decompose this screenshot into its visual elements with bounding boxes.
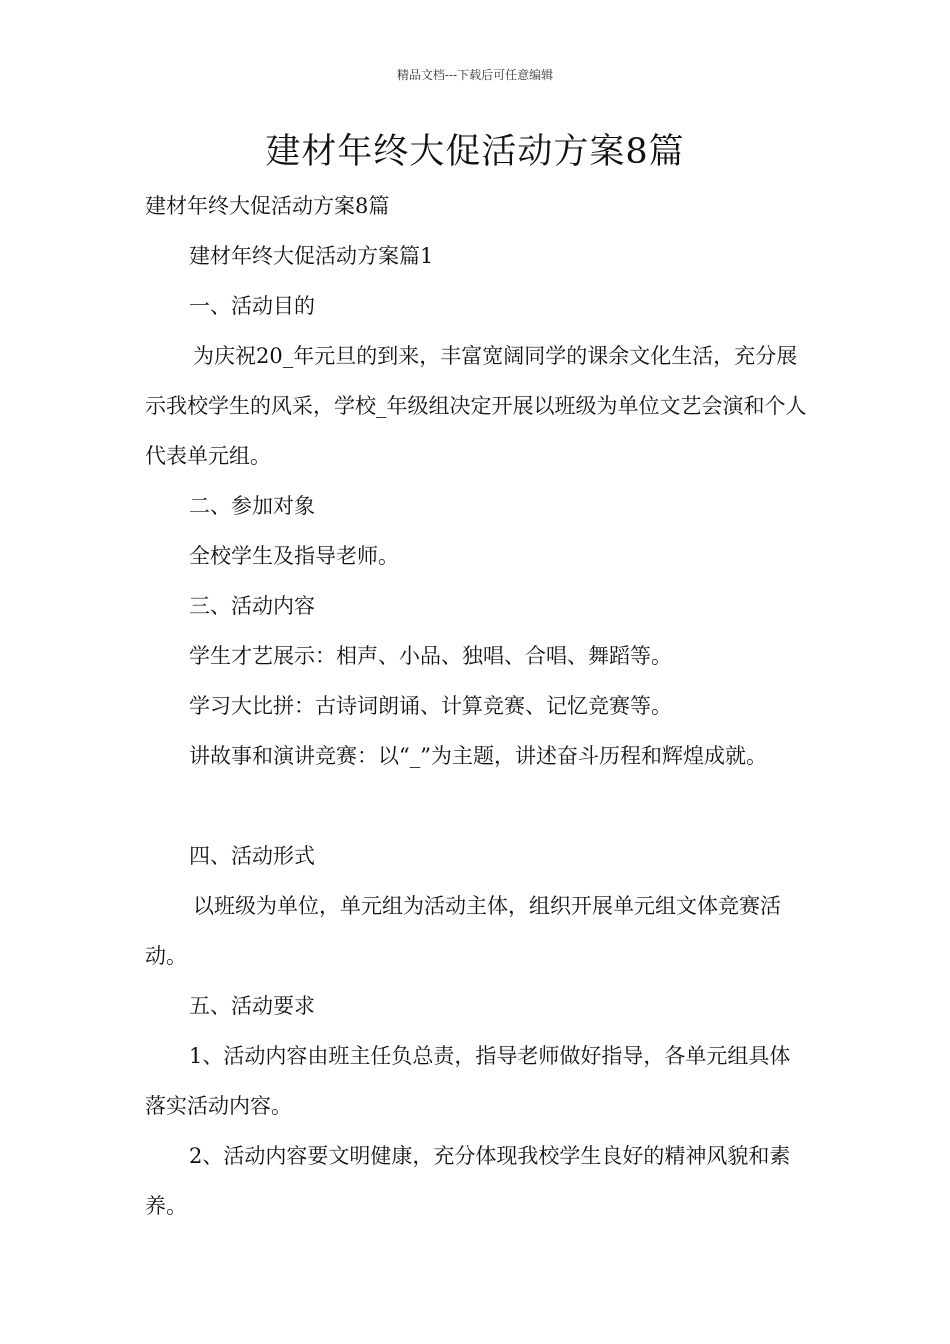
paragraph-format: 以班级为单位，单元组为活动主体，组织开展单元组文体竞赛活动。	[145, 894, 781, 968]
heading-format: 四、活动形式	[189, 844, 315, 868]
paragraph-participants: 全校学生及指导老师。	[189, 544, 399, 568]
document-body	[145, 181, 810, 1231]
paragraph-requirement-1: 1、活动内容由班主任负总责，指导老师做好指导，各单元组具体落实活动内容。	[145, 1044, 791, 1118]
paragraph-study-contest: 学习大比拼：古诗词朗诵、计算竞赛、记忆竞赛等。	[189, 694, 672, 718]
paragraph-requirement-2: 2、活动内容要文明健康，充分体现我校学生良好的精神风貌和素养。	[145, 1144, 791, 1218]
heading-participants: 二、参加对象	[189, 494, 315, 518]
subtitle: 建材年终大促活动方案8篇	[145, 194, 390, 218]
heading-requirements: 五、活动要求	[189, 994, 315, 1018]
heading-content: 三、活动内容	[189, 594, 315, 618]
header-note: 精品文档---下载后可任意编辑	[396, 68, 554, 82]
section-title: 建材年终大促活动方案篇1	[189, 244, 434, 268]
heading-purpose: 一、活动目的	[189, 294, 315, 318]
paragraph-talent-show: 学生才艺展示：相声、小品、独唱、合唱、舞蹈等。	[189, 644, 672, 668]
blank-line	[145, 781, 810, 831]
paragraph-storytelling: 讲故事和演讲竞赛：以“_”为主题，讲述奋斗历程和辉煌成就。	[189, 744, 767, 768]
document-title: 建材年终大促活动方案8篇	[265, 132, 685, 172]
paragraph-purpose: 为庆祝20_年元旦的到来，丰富宽阔同学的课余文化生活，充分展示我校学生的风采，学校_年级组决定开展以班级为单位文艺会演和个人代表单元组。	[145, 344, 807, 468]
